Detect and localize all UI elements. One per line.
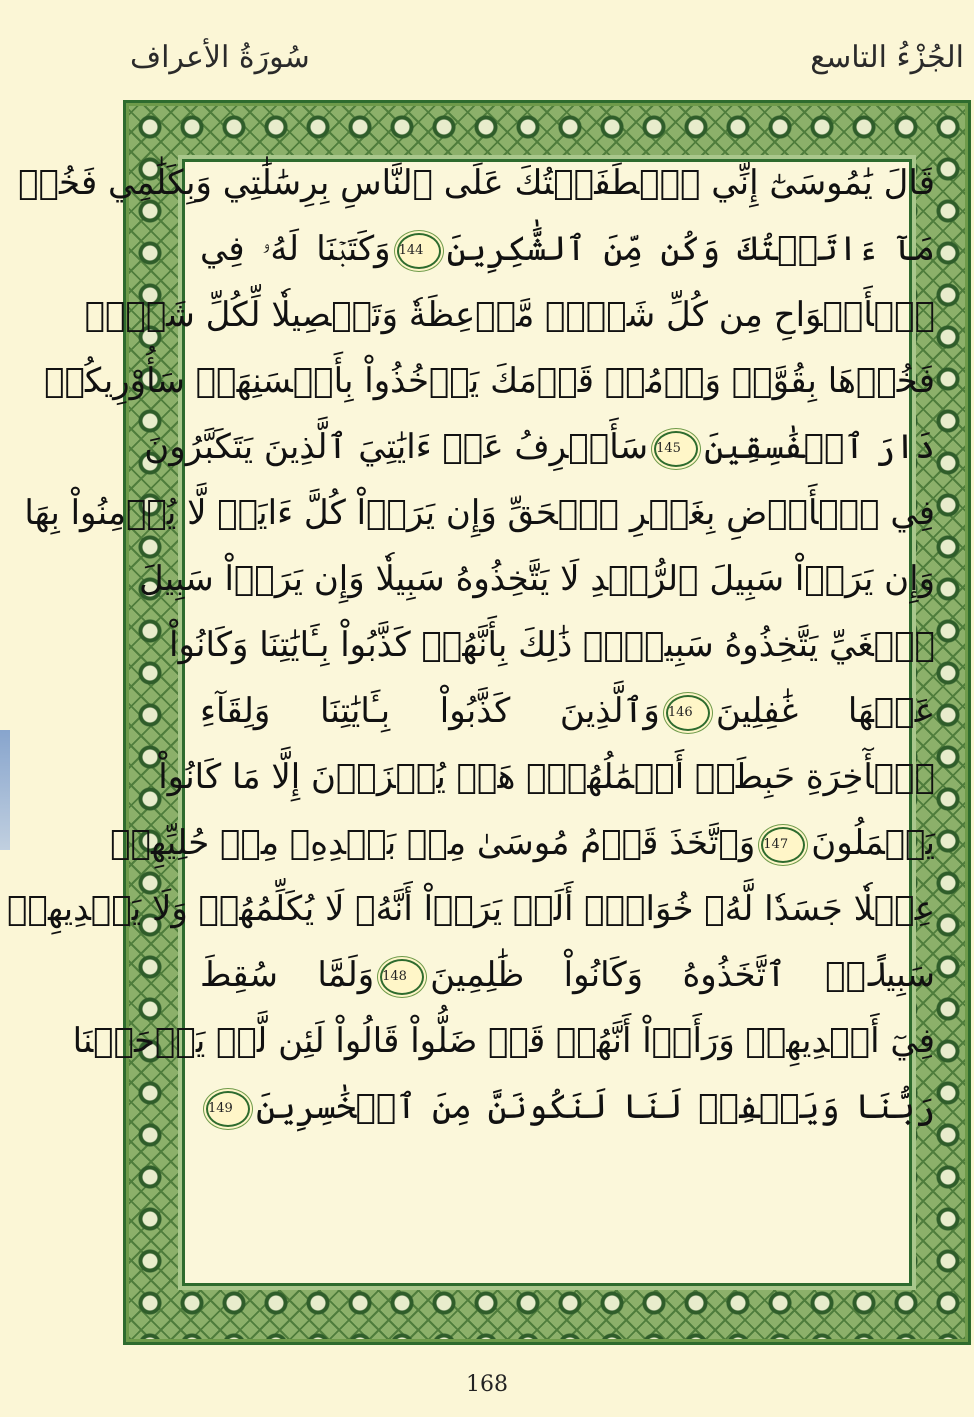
line-text: رَبُّنَا وَيَغۡفِرۡ لَنَا لَنَكُونَنَّ مِنَ ٱلۡخَٰسِرِينَ	[256, 1087, 935, 1127]
line-text: ٱلۡغَيِّ يَتَّخِذُوهُ سَبِيلٗاۚ ذَٰلِكَ بِأَنَّهُمۡ كَذَّبُواْ بِـَٔايَٰتِنَا وَكَانُواْ	[169, 625, 935, 665]
page-number: 168	[466, 1372, 508, 1397]
verse-line-14	[72, 1008, 935, 1074]
line-text: فِيٓ أَيۡدِيهِمۡ وَرَأَوۡاْ أَنَّهُمۡ قَدۡ ضَلُّواْ قَالُواْ لَئِن لَّمۡ يَرۡحَمۡنَا	[72, 1021, 935, 1061]
verse-line-7	[138, 546, 935, 612]
line-text: فِي ٱلۡأَرۡضِ بِغَيۡرِ ٱلۡحَقِّ وَإِن يَرَوۡاْ كُلَّ ءَايَةٖ لَّا يُؤۡمِنُواْ بِهَا	[24, 493, 935, 533]
verse-line-13	[200, 942, 935, 1008]
quran-text	[7, 150, 935, 1310]
verse-line-4	[44, 348, 935, 414]
line-text: سَبِيلًاۘ ٱتَّخَذُوهُ وَكَانُواْ ظَٰلِمِينَ	[430, 955, 935, 995]
ayah-marker-149: 149	[206, 1091, 250, 1127]
line-text: فَخُذۡهَا بِقُوَّةٖ وَأۡمُرۡ قَوۡمَكَ يَأۡخُذُواْ بِأَحۡسَنِهَاۚ سَأُوْرِيكُمۡ	[44, 361, 935, 401]
ayah-marker-144: 144	[397, 233, 441, 269]
verse-line-9	[200, 678, 935, 744]
ayah-marker-148: 148	[380, 959, 424, 995]
ayah-marker-146: 146	[666, 695, 710, 731]
verse-line-8	[169, 612, 935, 678]
line-text: وَلَمَّا سُقِطَ	[200, 955, 375, 995]
verse-line-5	[144, 414, 935, 480]
line-text: وَإِن يَرَوۡاْ سَبِيلَ ٱلرُّشۡدِ لَا يَتَّخِذُوهُ سَبِيلٗا وَإِن يَرَوۡاْ سَبِيلَ	[138, 559, 935, 599]
line-text: سَأَصۡرِفُ عَنۡ ءَايَٰتِيَ ٱلَّذِينَ يَتَكَبَّرُونَ	[144, 427, 649, 467]
line-text: دَارَ ٱلۡفَٰسِقِينَ	[704, 427, 935, 467]
line-text: عَنۡهَا غَٰفِلِينَ	[715, 691, 935, 731]
verse-line-10	[158, 744, 935, 810]
page-edge-mark	[0, 730, 10, 850]
ayah-marker-147: 147	[761, 827, 805, 863]
juz-header: الجُزْءُ التاسع	[810, 40, 964, 75]
line-text: يَعۡمَلُونَ	[811, 823, 935, 863]
line-text: مَآ ءَاتَيۡتُكَ وَكُن مِّنَ ٱلشَّٰكِرِينَ	[446, 229, 935, 269]
line-text: عِجۡلٗا جَسَدٗا لَّهُۥ خُوَارٌۚ أَلَمۡ يَرَوۡاْ أَنَّهُۥ لَا يُكَلِّمُهُمۡ وَلَا يَهۡدِيهِمۡ	[7, 889, 935, 929]
verse-line-15	[200, 1074, 935, 1140]
line-text: وَكَتَبۡنَا لَهُۥ فِي	[200, 229, 391, 269]
ayah-marker-145: 145	[654, 431, 698, 467]
verse-line-2	[200, 216, 935, 282]
line-text: ٱلۡأَلۡوَاحِ مِن كُلِّ شَيۡءٖ مَّوۡعِظَةٗ وَتَفۡصِيلٗا لِّكُلِّ شَيۡءٖ	[84, 295, 935, 335]
line-text: وَٱلَّذِينَ كَذَّبُواْ بِـَٔايَٰتِنَا وَلِقَآءِ	[200, 691, 660, 731]
line-text: ٱلۡأٓخِرَةِ حَبِطَتۡ أَعۡمَٰلُهُمۡۚ هَلۡ يُجۡزَوۡنَ إِلَّا مَا كَانُواْ	[158, 757, 935, 797]
verse-line-1	[18, 150, 935, 216]
verse-line-3	[84, 282, 935, 348]
line-text: قَالَ يَٰمُوسَىٰٓ إِنِّي ٱصۡطَفَيۡتُكَ عَلَى ٱلنَّاسِ بِرِسَٰلَٰتِي وَبِكَلَٰمِي فَخُذۡ	[18, 163, 935, 203]
surah-name-header: سُورَةُ الأعراف	[130, 40, 310, 75]
verse-line-6	[24, 480, 935, 546]
verse-line-11	[110, 810, 935, 876]
verse-line-12	[7, 876, 935, 942]
line-text: وَٱتَّخَذَ قَوۡمُ مُوسَىٰ مِنۢ بَعۡدِهِۦ مِنۡ حُلِيِّهِمۡ	[110, 823, 756, 863]
